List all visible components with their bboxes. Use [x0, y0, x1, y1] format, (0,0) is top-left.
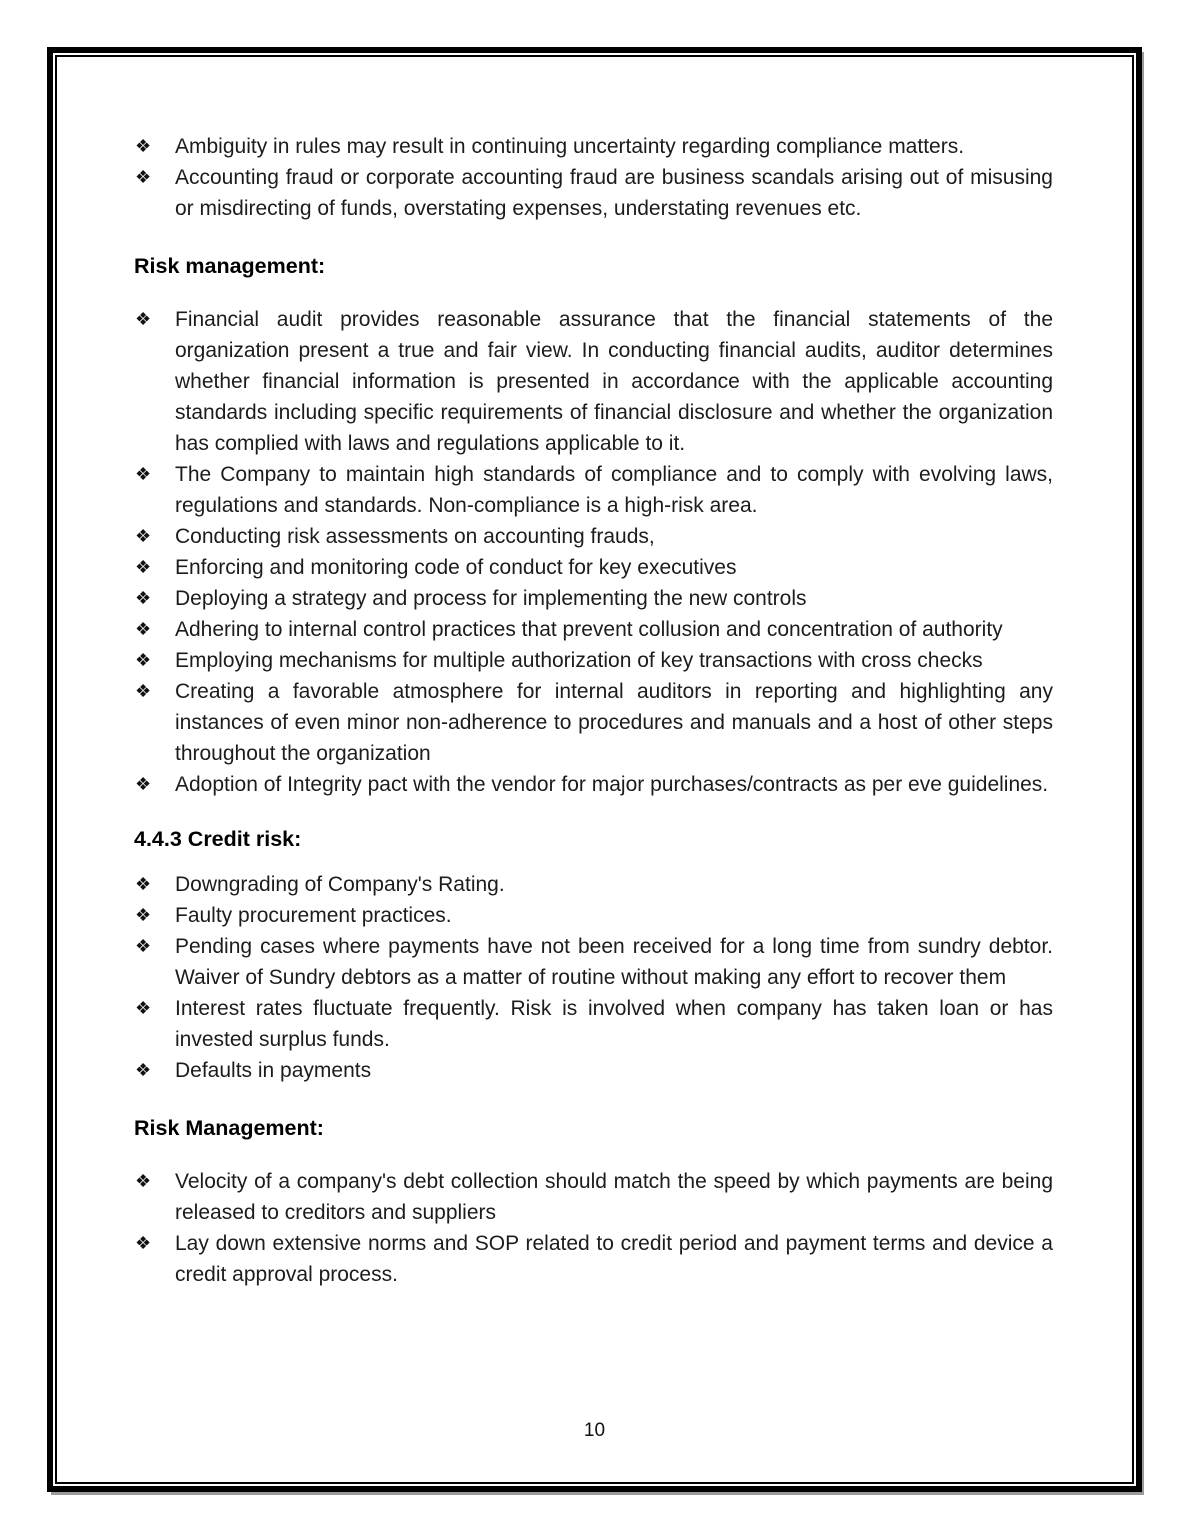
bullet-text: Accounting fraud or corporate accounting fraud are business scandals arising out of misusing or misdirecting of funds, overstating expenses, understating revenues etc. — [175, 166, 1053, 220]
diamond-bullet-icon: ❖ — [135, 136, 152, 156]
diamond-bullet-icon: ❖ — [135, 1060, 152, 1080]
bullet-item — [134, 931, 1053, 993]
bullet-item — [134, 521, 1053, 552]
bullet-item — [134, 131, 1053, 162]
bullet-text: Creating a favorable atmosphere for internal auditors in reporting and highlighting any instances of even minor non-adherence to procedures and manuals and a host of other steps throughout the organization — [175, 680, 1053, 765]
bullet-text: Financial audit provides reasonable assurance that the financial statements of the organization present a true and fair view. In conducting financial audits, auditor determines whether financial information is presented in accordance with the applicable accounting standards including specific requirements of financial disclosure and whether the organization has complied with laws and regulations applicable to it. — [175, 308, 1053, 455]
bullet-text: Adoption of Integrity pact with the vendor for major purchases/contracts as per eve guidelines. — [175, 773, 1049, 796]
bullet-item — [134, 1166, 1053, 1228]
heading-risk-management-2: Risk Management: — [134, 1116, 324, 1140]
bullet-text: Employing mechanisms for multiple authorization of key transactions with cross checks — [175, 649, 983, 672]
bullet-item — [134, 869, 1053, 900]
diamond-bullet-icon: ❖ — [135, 650, 152, 670]
heading-credit-risk: 4.4.3 Credit risk: — [134, 827, 302, 851]
bullet-item — [134, 304, 1053, 459]
bullet-item — [134, 162, 1053, 224]
diamond-bullet-icon: ❖ — [135, 874, 152, 894]
bullet-text: Faulty procurement practices. — [175, 904, 452, 927]
bullet-text: Enforcing and monitoring code of conduct for key executives — [175, 556, 737, 579]
diamond-bullet-icon: ❖ — [135, 619, 152, 639]
diamond-bullet-icon: ❖ — [135, 588, 152, 608]
page-content — [53, 53, 1136, 1486]
heading-risk-management-1: Risk management: — [134, 254, 326, 278]
diamond-bullet-icon: ❖ — [135, 681, 152, 701]
bullet-item — [134, 676, 1053, 769]
bullet-item — [134, 552, 1053, 583]
compliance-bullet-list — [134, 131, 1053, 224]
page-border-frame — [47, 47, 1142, 1492]
diamond-bullet-icon: ❖ — [135, 1171, 152, 1191]
bullet-item — [134, 1228, 1053, 1290]
bullet-text: Pending cases where payments have not been received for a long time from sundry debtor. Waiver of Sundry debtors as a matter of routine without making any effort to recover them — [175, 935, 1053, 989]
diamond-bullet-icon: ❖ — [135, 998, 152, 1018]
bullet-item — [134, 645, 1053, 676]
diamond-bullet-icon: ❖ — [135, 167, 152, 187]
credit-risk-bullet-list — [134, 869, 1053, 1086]
diamond-bullet-icon: ❖ — [135, 905, 152, 925]
bullet-text: Deploying a strategy and process for implementing the new controls — [175, 587, 807, 610]
bullet-text: Defaults in payments — [175, 1059, 372, 1082]
bullet-text: Lay down extensive norms and SOP related to credit period and payment terms and device a credit approval process. — [175, 1232, 1053, 1286]
bullet-text: Ambiguity in rules may result in continuing uncertainty regarding compliance matters. — [175, 135, 965, 158]
diamond-bullet-icon: ❖ — [135, 464, 152, 484]
bullet-text: The Company to maintain high standards of compliance and to comply with evolving laws, regulations and standards. Non-compliance is a high-risk area. — [175, 463, 1053, 517]
bullet-item — [134, 993, 1053, 1055]
risk-management-2-bullet-list — [134, 1166, 1053, 1290]
bullet-text: Velocity of a company's debt collection should match the speed by which payments are being released to creditors and suppliers — [175, 1170, 1053, 1224]
bullet-text: Downgrading of Company's Rating. — [175, 873, 505, 896]
bullet-text: Interest rates fluctuate frequently. Risk is involved when company has taken loan or has invested surplus funds. — [175, 997, 1053, 1051]
diamond-bullet-icon: ❖ — [135, 1233, 152, 1253]
diamond-bullet-icon: ❖ — [135, 526, 152, 546]
diamond-bullet-icon: ❖ — [135, 557, 152, 577]
bullet-item — [134, 900, 1053, 931]
bullet-item — [134, 459, 1053, 521]
bullet-text: Conducting risk assessments on accounting frauds, — [175, 525, 655, 548]
risk-management-1-bullet-list — [134, 304, 1053, 800]
diamond-bullet-icon: ❖ — [135, 309, 152, 329]
bullet-item — [134, 1055, 1053, 1086]
diamond-bullet-icon: ❖ — [135, 774, 152, 794]
bullet-item — [134, 769, 1053, 800]
page-number: 10 — [583, 1420, 606, 1441]
bullet-item — [134, 614, 1053, 645]
bullet-item — [134, 583, 1053, 614]
diamond-bullet-icon: ❖ — [135, 936, 152, 956]
bullet-text: Adhering to internal control practices that prevent collusion and concentration of authority — [175, 618, 1003, 641]
